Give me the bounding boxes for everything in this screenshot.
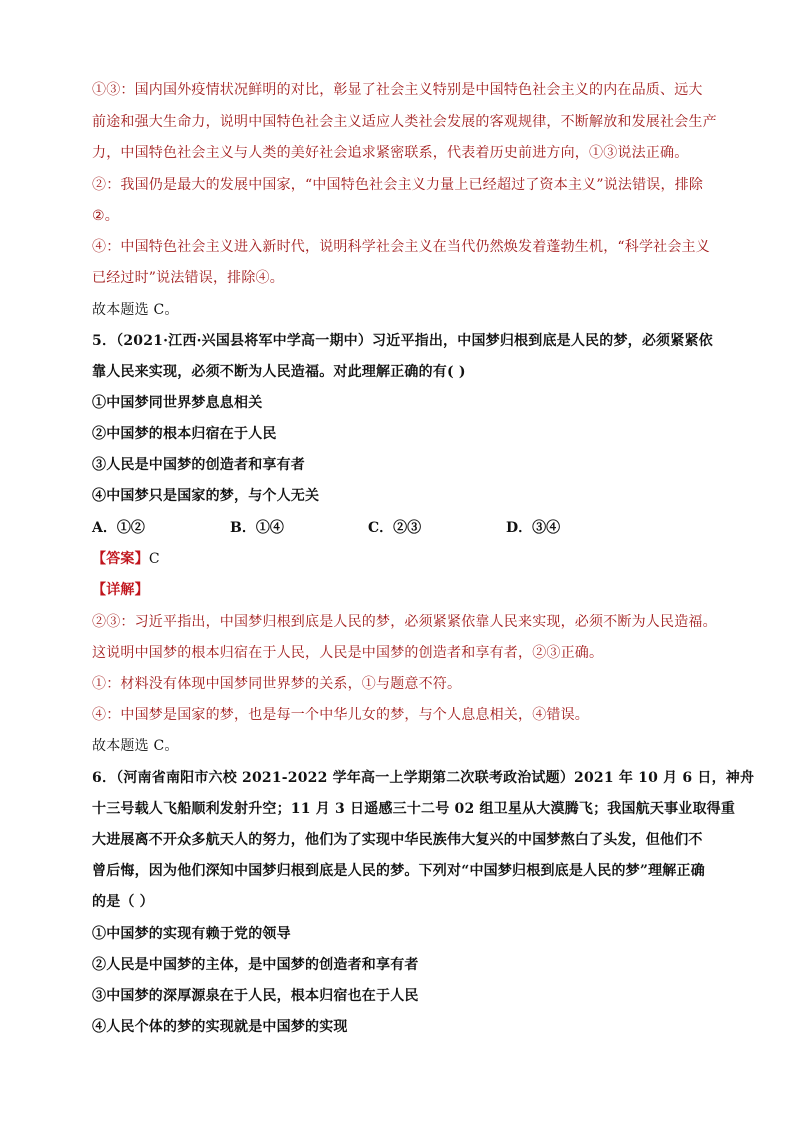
q5-option-d: D．③④ [506,520,561,536]
q5-option-c: C．②③ [368,520,422,536]
q4-explanation-line-7: 已经过时”说法错误，排除④。 [92,270,284,286]
q5-item-3: ③人民是中国梦的创造者和享有者 [92,457,305,473]
detail-tag: 【详解】 [92,582,149,598]
q5-explanation-line-2: 这说明中国梦的根本归宿在于人民，人民是中国梦的创造者和享有者，②③正确。 [92,645,604,661]
q5-stem-line-2: 靠人民来实现，必须不断为人民造福。对此理解正确的有( ) [92,364,466,380]
q5-item-2: ②中国梦的根本归宿在于人民 [92,426,277,442]
q4-conclusion: 故本题选 C。 [92,302,179,318]
q5-explanation-line-4: ④：中国梦是国家的梦，也是每一个中华儿女的梦，与个人息息相关，④错误。 [92,707,589,723]
q4-explanation-line-2: 前途和强大生命力，说明中国特色社会主义适应人类社会发展的客观规律，不断解放和发展社会生产 [92,114,717,130]
q5-explanation-line-1: ②③：习近平指出，中国梦归根到底是人民的梦，必须紧紧依靠人民来实现，必须不断为人民造福。 [92,614,717,630]
q4-explanation-line-5: ②。 [92,208,119,224]
q5-stem-line-1: 5．（2021·江西·兴国县将军中学高一期中）习近平指出，中国梦归根到底是人民的梦，必须紧紧依 [92,333,713,349]
q5-item-1: ①中国梦同世界梦息息相关 [92,395,263,411]
q5-item-4: ④中国梦只是国家的梦，与个人无关 [92,488,320,504]
q5-option-a: A．①② [92,520,145,536]
q4-explanation-line-4: ②：我国仍是最大的发展中国家，“中国特色社会主义力量上已经超过了资本主义”说法错误，排除 [92,177,704,193]
q5-answer-row [92,549,160,569]
q6-stem-line-1: 6．（河南省南阳市六校 2021-2022 学年高一上学期第二次联考政治试题）2021 年 10 月 6 日，神舟 [92,770,755,786]
q6-item-1: ①中国梦的实现有赖于党的领导 [92,926,291,942]
q5-explanation-line-3: ①：材料没有体现中国梦同世界梦的关系，①与题意不符。 [92,676,462,692]
q4-explanation-line-3: 力，中国特色社会主义与人类的美好社会追求紧密联系，代表着历史前进方向，①③说法正确。 [92,145,689,161]
answer-value: C [148,551,160,567]
q6-stem-line-4: 曾后悔，因为他们深知中国梦归根到底是人民的梦。下列对“中国梦归根到底是人民的梦”理解正确 [92,863,705,879]
q6-stem-line-5: 的是（ ） [92,894,154,910]
q6-stem-line-2: 十三号载人飞船顺利发射升空；11 月 3 日遥感三十二号 02 组卫星从大漠腾飞；我国航天事业取得重 [92,801,736,817]
q5-conclusion: 故本题选 C。 [92,738,179,754]
q6-item-3: ③中国梦的深厚源泉在于人民，根本归宿也在于人民 [92,988,419,1004]
q6-item-2: ②人民是中国梦的主体，是中国梦的创造者和享有者 [92,957,419,973]
q6-item-4: ④人民个体的梦的实现就是中国梦的实现 [92,1019,348,1035]
q4-explanation-line-6: ④：中国特色社会主义进入新时代，说明科学社会主义在当代仍然焕发着蓬勃生机，“科学社会主义 [92,239,710,255]
q4-explanation-line-1: ①③：国内国外疫情状况鲜明的对比，彰显了社会主义特别是中国特色社会主义的内在品质、远大 [92,82,703,98]
answer-tag: 【答案】 [92,551,149,567]
q6-stem-line-3: 大进展离不开众多航天人的努力，他们为了实现中华民族伟大复兴的中国梦熬白了头发，但他们不 [92,832,703,848]
q5-option-b: B．①④ [230,520,284,536]
